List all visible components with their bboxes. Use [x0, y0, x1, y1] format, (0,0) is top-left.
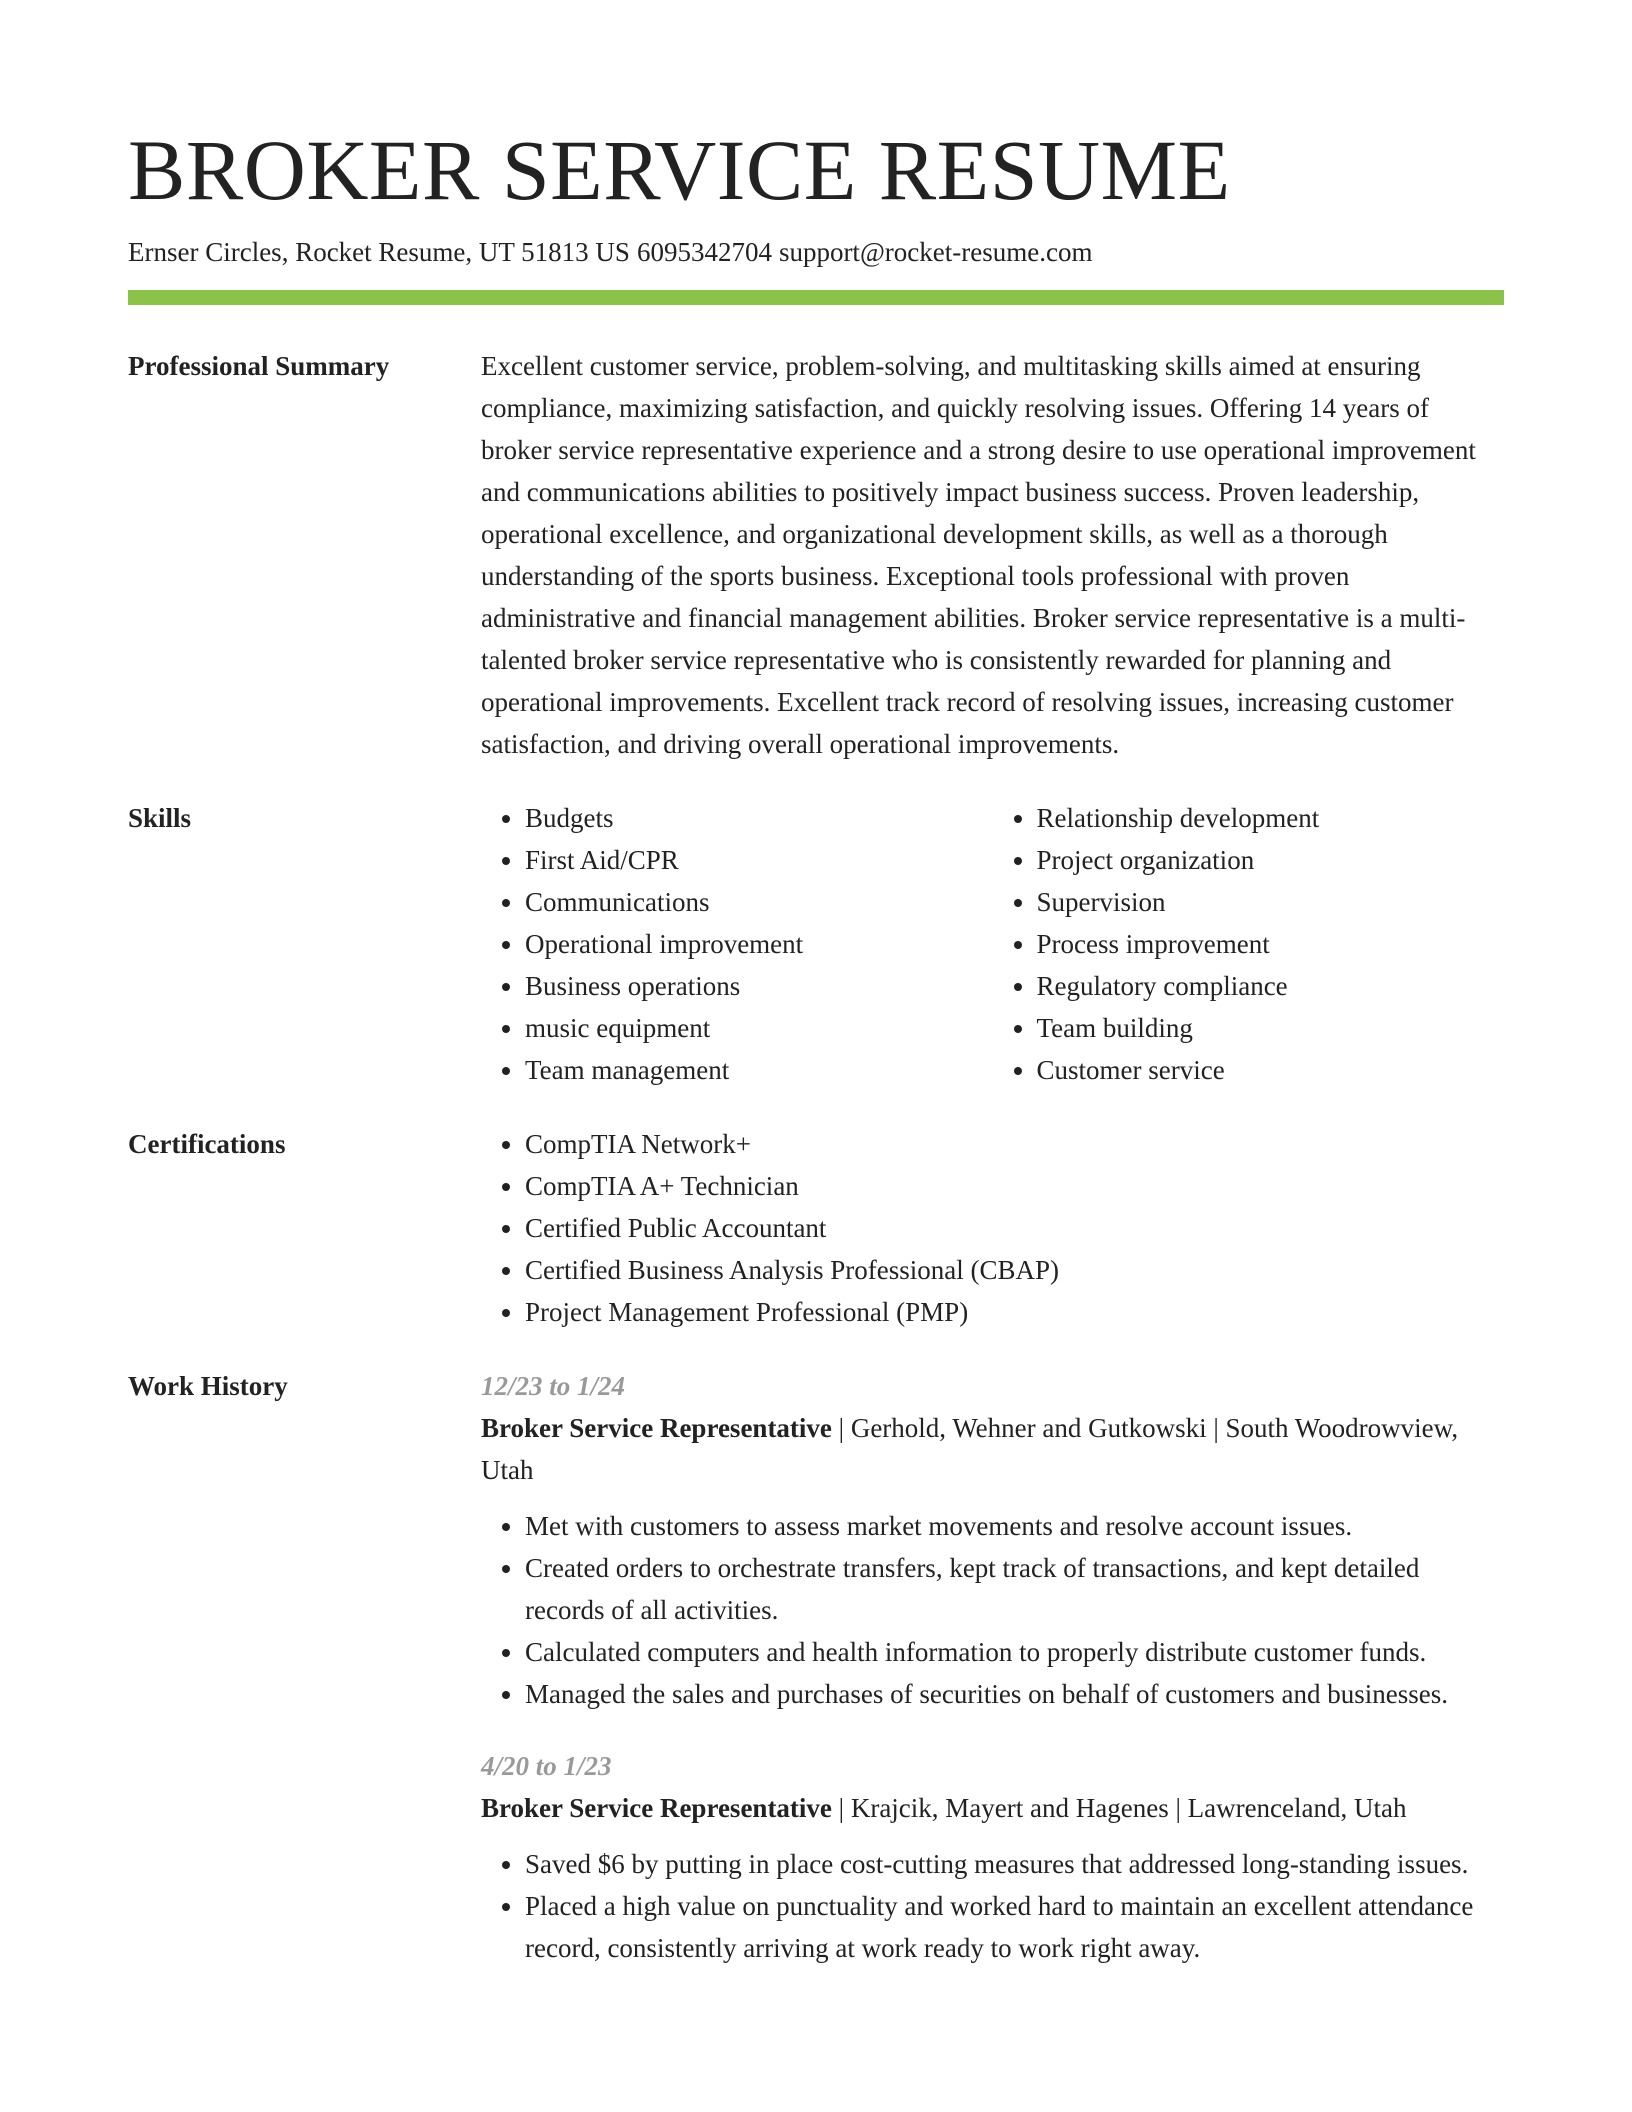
skill-item: • First Aid/CPR	[525, 839, 993, 881]
summary-section	[128, 345, 1504, 765]
job-title: Broker Service Representative	[481, 1793, 832, 1823]
skills-label: Skills	[128, 803, 192, 833]
job-heading	[481, 1407, 1504, 1491]
header-divider	[128, 290, 1504, 305]
job-entry	[481, 1745, 1504, 1969]
contact-phone: 6095342704	[636, 237, 772, 267]
contact-line	[128, 234, 1504, 270]
certifications-section	[128, 1123, 1504, 1333]
certification-item: • CompTIA Network+	[525, 1123, 1504, 1165]
certifications-label: Certifications	[128, 1129, 286, 1159]
job-bullet: • Met with customers to assess market movements and resolve account issues.	[525, 1505, 1504, 1547]
skill-item: • Process improvement	[1037, 923, 1505, 965]
certification-item: • CompTIA A+ Technician	[525, 1165, 1504, 1207]
job-bullet: • Created orders to orchestrate transfers, kept track of transactions, and kept detailed records of all activities.	[525, 1547, 1504, 1631]
skill-item: • Regulatory compliance	[1037, 965, 1505, 1007]
summary-text: Excellent customer service, problem-solving, and multitasking skills aimed at ensuring compliance, maximizing satisfaction, and quickly resolving issues. Offering 14 years of broker service representative experience and a strong desire to use operational improvement and communications abilities to positively impact business success. Proven leadership, operational excellence, and organizational development skills, as well as a thorough understanding of the sports business. Exceptional tools professional with proven administrative and financial management abilities. Broker service representative is a multi-talented broker service representative who is consistently rewarded for planning and operational improvements. Excellent track record of resolving issues, increasing customer satisfaction, and driving overall operational improvements.	[481, 351, 1476, 759]
skill-item: • Team management	[525, 1049, 993, 1091]
resume-title: BROKER SERVICE RESUME	[128, 122, 1231, 218]
work-history-label: Work History	[128, 1371, 288, 1401]
skill-item: • Customer service	[1037, 1049, 1505, 1091]
job-bullets	[481, 1843, 1504, 1969]
skill-item: • Business operations	[525, 965, 993, 1007]
job-dates: 4/20 to 1/23	[481, 1751, 612, 1781]
job-bullet: • Saved $6 by putting in place cost-cutting measures that addressed long-standing issues.	[525, 1843, 1504, 1885]
skill-item: • Team building	[1037, 1007, 1505, 1049]
skill-item: • Budgets	[525, 797, 993, 839]
contact-email: support@rocket-resume.com	[778, 237, 1093, 267]
skill-item: • Communications	[525, 881, 993, 923]
certification-item: • Certified Business Analysis Professional (CBAP)	[525, 1249, 1504, 1291]
skill-item: • Project organization	[1037, 839, 1505, 881]
job-employer-location: | Krajcik, Mayert and Hagenes | Lawrenceland, Utah	[831, 1793, 1407, 1823]
skills-list-left	[481, 797, 993, 1091]
job-bullets	[481, 1505, 1504, 1715]
job-bullet: • Managed the sales and purchases of securities on behalf of customers and businesses.	[525, 1673, 1504, 1715]
skills-list-right	[993, 797, 1505, 1091]
skill-item: • Supervision	[1037, 881, 1505, 923]
job-dates: 12/23 to 1/24	[481, 1371, 626, 1401]
certifications-list	[481, 1123, 1504, 1333]
job-bullet: • Placed a high value on punctuality and worked hard to maintain an excellent attendance record, consistently arriving at work ready to work right away.	[525, 1885, 1504, 1969]
job-bullet: • Calculated computers and health information to properly distribute customer funds.	[525, 1631, 1504, 1673]
job-heading	[481, 1787, 1504, 1829]
job-employer-location: | Gerhold, Wehner and Gutkowski | South Woodrowview, Utah	[481, 1413, 1459, 1485]
skills-section	[128, 797, 1504, 1091]
contact-address: Ernser Circles, Rocket Resume, UT 51813 US	[128, 237, 630, 267]
job-entry	[481, 1365, 1504, 1715]
skill-item: • Relationship development	[1037, 797, 1505, 839]
certification-item: • Certified Public Accountant	[525, 1207, 1504, 1249]
skill-item: • music equipment	[525, 1007, 993, 1049]
work-history-section	[128, 1365, 1504, 1969]
skill-item: • Operational improvement	[525, 923, 993, 965]
job-title: Broker Service Representative	[481, 1413, 832, 1443]
certification-item: • Project Management Professional (PMP)	[525, 1291, 1504, 1333]
summary-label: Professional Summary	[128, 351, 390, 381]
